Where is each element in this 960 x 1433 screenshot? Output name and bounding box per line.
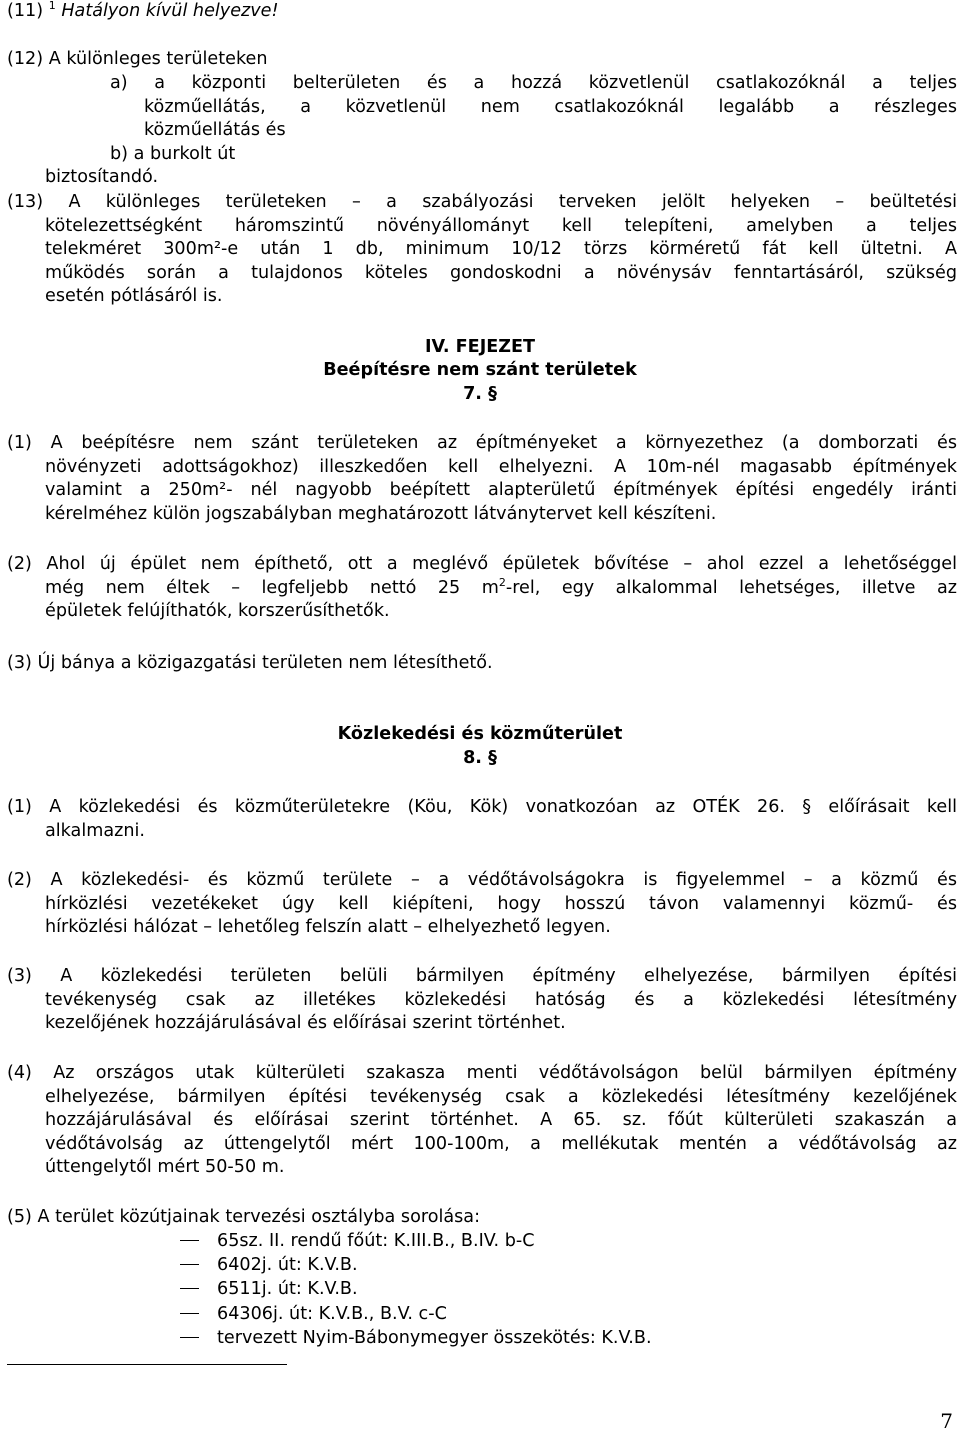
paragraph-12-a-line: a) a központi belterületen és a hozzá közvetlenül csatlakozóknál a teljes <box>110 73 957 93</box>
paragraph-13-line: kötelezettségként háromszintű növényállományt kell telepíteni, amelyben a teljes <box>45 215 957 236</box>
paragraph-12-end: biztosítandó. <box>45 167 159 187</box>
road-list-item-text: tervezett Nyim-Bábonymegyer összeköt​és: K.V.B. <box>217 1328 652 1348</box>
paragraph-11-number: (11) <box>7 1 44 21</box>
road-list-item-text: 6402j. út: K.V.B. <box>217 1255 358 1275</box>
paragraph-line-part: -rel, egy alkalommal lehetséges, illetve az <box>505 577 957 598</box>
section-8-paragraph-3 <box>7 965 957 1036</box>
section-8-number: 8. <box>463 748 482 768</box>
section-7-heading <box>0 383 960 407</box>
paragraph-13-line: esetén pótlásáról is. <box>45 286 223 307</box>
road-list-item-text: 6511j. út: K.V.B. <box>217 1279 358 1299</box>
paragraph-line: elhelyezése, bármilyen építési tevékenység csak a közlekedési létesítmény kezelőjének <box>45 1086 957 1107</box>
road-list-item-text: 64306j. út: K.V.B., B.V. c-C <box>217 1304 447 1324</box>
section-8-paragraph-4 <box>7 1062 957 1180</box>
paragraph-13-line: telekméret 300m²-e után 1 db, minimum 10/12 törzs körméretű fát kell ültetni. A <box>45 239 957 260</box>
road-list-item-text: 65sz. II. rendű főút: K.III.B., B.IV. b-C <box>217 1231 535 1251</box>
section-7-number: 7. <box>463 384 482 404</box>
paragraph-line: hírközlési vezetékeket úgy kell kiépíteni, hogy hosszú távon valamennyi közmű- és <box>45 893 957 914</box>
paragraph-line: (3) A közlekedési területen belüli bármilyen építmény elhelyezése, bármilyen építési <box>7 966 957 986</box>
dash-bullet-icon <box>180 1288 199 1289</box>
paragraph-line: épületek felújíthatók, korszerűsíthetők. <box>45 601 390 622</box>
paragraph-line: (1) A beépítésre nem szánt területeken az építményeket a környezethez (a domborzati és <box>7 433 957 453</box>
paragraph-line: (2) A közlekedési- és közmű területe – a védőtávolságokra is figyelemmel – a közmű és <box>7 870 957 890</box>
paragraph-line-with-superscript <box>7 577 957 601</box>
paragraph-line: valamint a 250m²- nél nagyobb beépített alapterületű építmények építési engedély iránti <box>45 480 957 501</box>
section-8-paragraph-1 <box>7 796 957 843</box>
paragraph-line: növényzeti adottságokhoz) illeszkedően kell elhelyezni. A 10m-nél magasabb építmények <box>45 456 957 477</box>
paragraph-13-line: (13) A különleges területeken – a szabályozási terveken jelölt helyeken – beültetési <box>7 192 957 212</box>
paragraph-11-text: Hatályon kívül helyezve! <box>61 1 279 21</box>
section-8-paragraph-5: (5) A terület közútjainak tervezési osztályba sorolása: <box>7 1207 481 1227</box>
chapter-subtitle: Beépítésre nem szánt területek <box>323 360 637 380</box>
paragraph-11 <box>7 0 957 24</box>
section-7-paragraph-3: (3) Új bánya a közigazgatási területen nem létesíthető. <box>7 653 493 673</box>
paragraph-12-a-line: közműellátás és <box>144 120 286 141</box>
section-7-paragraph-2 <box>7 553 957 624</box>
paragraph-line: (4) Az országos utak külterületi szakasza menti védőtávolságon belül bármilyen építmény <box>7 1063 957 1083</box>
footnote-separator <box>7 1364 287 1365</box>
paragraph-12-b: b) a burkolt út <box>110 144 236 164</box>
paragraph-12-a <box>110 72 957 143</box>
chapter-title: IV. FEJEZET <box>424 337 536 357</box>
paragraph-line: úttengelytől mért 50-50 m. <box>45 1157 285 1178</box>
section-sign-icon: § <box>488 384 497 404</box>
paragraph-line: hírközlési hálózat – lehetőleg felszín alatt – elhelyezhető legyen. <box>45 917 611 938</box>
paragraph-13-line: működés során a tulajdonos köteles gondoskodni a növénysáv fenntartásáról, szükség <box>45 262 957 283</box>
section-8-title: Közlekedési és közműterület <box>337 724 623 744</box>
paragraph-line: kezelőjének hozzájárulásával és előírásai szerint történhet. <box>45 1013 566 1034</box>
dash-bullet-icon <box>180 1264 199 1265</box>
section-sign-icon: § <box>488 748 497 768</box>
paragraph-line-part: még nem éltek – legfeljebb nettó 25 m <box>45 577 499 598</box>
paragraph-line: kérelméhez külön jogszabályban meghatározott látványtervet kell készíteni. <box>45 503 717 524</box>
paragraph-line: hozzájárulásával és előírásai szerint történhet. A 65. sz. főút külterületi szakaszán a <box>45 1110 957 1131</box>
page-number: 7 <box>940 1409 953 1433</box>
section-7-paragraph-1 <box>7 432 957 526</box>
paragraph-line: védőtávolság az úttengelytől mért 100-100m, a mellékutak mentén a védőtávolság az <box>45 1133 957 1154</box>
paragraph-12-intro: (12) A különleges területeken <box>7 49 268 69</box>
superscript: 2 <box>498 575 506 589</box>
paragraph-line: (1) A közlekedési és közműterületekre (Köu, Kök) vonatkozóan az OTÉK 26. § előírásait kell <box>7 797 957 817</box>
footnote-ref: 1 <box>48 0 56 13</box>
paragraph-line: tevékenység csak az illetékes közlekedési hatóság és a közlekedési létesítmény <box>45 989 957 1010</box>
dash-bullet-icon <box>180 1313 199 1314</box>
paragraph-line: alkalmazni. <box>45 820 146 841</box>
paragraph-13 <box>7 191 957 309</box>
section-8-paragraph-2 <box>7 869 957 940</box>
dash-bullet-icon <box>180 1240 199 1241</box>
section-8-heading <box>0 747 960 771</box>
paragraph-line: (2) Ahol új épület nem építhető, ott a meglévő épületek bővítése – ahol ezzel a lehetőséggel <box>7 554 957 574</box>
paragraph-12-a-line: közműellátás, a közvetlenül nem csatlakozóknál legalább a részleges <box>144 96 957 117</box>
dash-bullet-icon <box>180 1337 199 1338</box>
